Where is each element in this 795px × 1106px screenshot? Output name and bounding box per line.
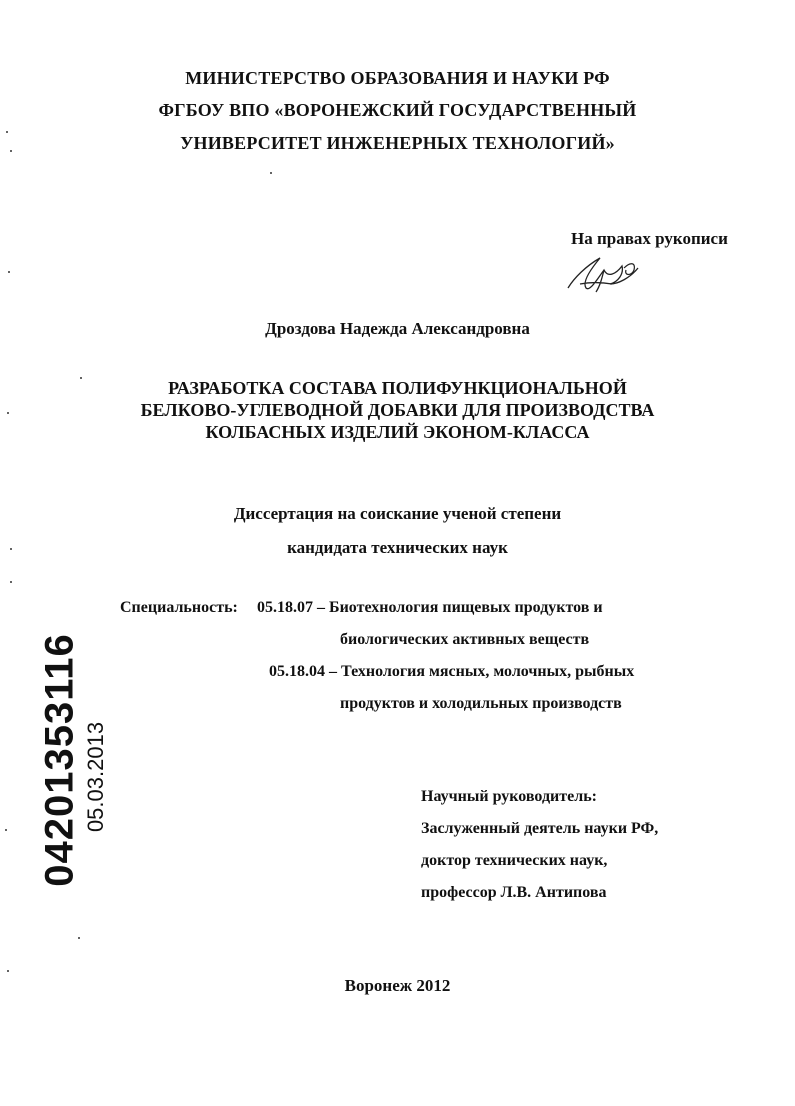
supervisor-line-4: профессор Л.В. Антипова <box>421 884 607 901</box>
scan-speck <box>7 970 9 972</box>
scan-speck <box>78 937 80 939</box>
scan-speck <box>6 131 8 133</box>
specialty-label: Специальность: <box>120 599 238 616</box>
scan-speck <box>10 150 12 152</box>
specialty-1-line-1: 05.18.07 – Биотехнология пищевых продуктов и <box>257 599 603 616</box>
specialty-2-line-1: 05.18.04 – Технология мясных, молочных, рыбных <box>269 663 635 680</box>
university-line-1: ФГБОУ ВПО «ВОРОНЕЖСКИЙ ГОСУДАРСТВЕННЫЙ <box>158 100 637 120</box>
title-line-3: КОЛБАСНЫХ ИЗДЕЛИЙ ЭКОНОМ-КЛАССА <box>205 422 590 442</box>
specialty-1-line-2: биологических активных веществ <box>340 631 590 648</box>
specialty-2-line-2: продуктов и холодильных производств <box>340 695 622 712</box>
scan-speck <box>10 548 12 550</box>
supervisor-line-2: Заслуженный деятель науки РФ, <box>421 820 659 837</box>
stamp-date: 05.03.2013 <box>83 721 108 833</box>
degree-line-1: Диссертация на соискание ученой степени <box>233 504 562 523</box>
scan-speck <box>270 172 272 174</box>
scan-speck <box>8 271 10 273</box>
manuscript-note: На правах рукописи <box>571 229 728 248</box>
degree-line-2: кандидата технических наук <box>287 538 508 557</box>
signature-icon <box>560 248 650 298</box>
supervisor-line-1: Научный руководитель: <box>421 788 597 805</box>
scan-speck <box>7 412 9 414</box>
scan-speck <box>80 377 82 379</box>
title-line-2: БЕЛКОВО-УГЛЕВОДНОЙ ДОБАВКИ ДЛЯ ПРОИЗВОДСТВА <box>140 400 655 420</box>
scan-speck <box>10 581 12 583</box>
stamp-number: 04201353116 <box>37 633 82 887</box>
city-year: Воронеж 2012 <box>344 976 451 995</box>
ministry-line: МИНИСТЕРСТВО ОБРАЗОВАНИЯ И НАУКИ РФ <box>185 68 610 88</box>
supervisor-line-3: доктор технических наук, <box>421 852 608 869</box>
university-line-2: УНИВЕРСИТЕТ ИНЖЕНЕРНЫХ ТЕХНОЛОГИЙ» <box>180 133 615 153</box>
scan-speck <box>5 829 7 831</box>
author-name: Дроздова Надежда Александровна <box>265 319 530 338</box>
title-line-1: РАЗРАБОТКА СОСТАВА ПОЛИФУНКЦИОНАЛЬНОЙ <box>168 378 627 398</box>
